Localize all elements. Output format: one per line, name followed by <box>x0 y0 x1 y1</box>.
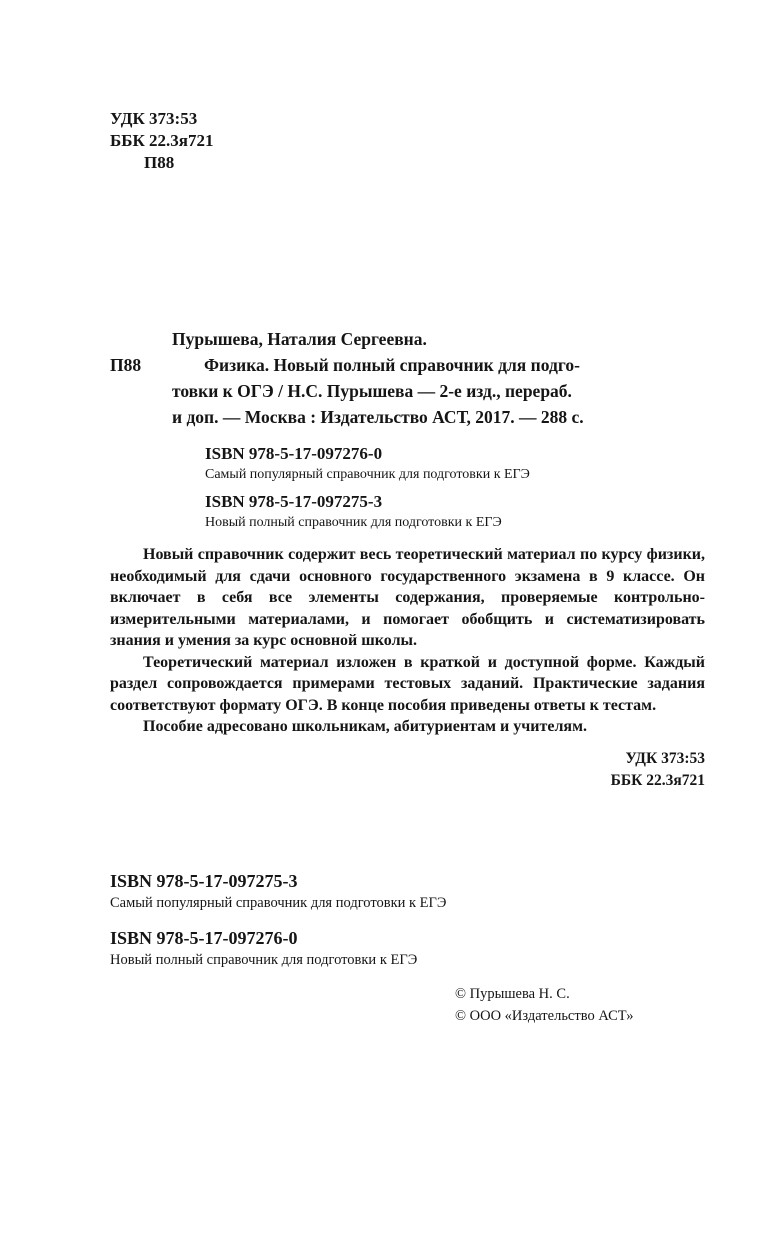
bottom-isbn-block <box>110 868 705 969</box>
bottom-isbn-1: ISBN 978-5-17-097275-3 <box>110 870 298 891</box>
bottom-isbn-2: ISBN 978-5-17-097276-0 <box>110 927 298 948</box>
annotation-paragraph-3: Пособие адресовано школьникам, абитуриентам и учителям. <box>143 718 587 735</box>
copyright-author: © Пурышева Н. С. <box>455 985 570 1002</box>
bbk-code-right: ББК 22.3я721 <box>610 771 705 789</box>
isbn-2: ISBN 978-5-17-097275-3 <box>205 492 383 511</box>
classification-right-block <box>110 748 705 792</box>
annotation-block <box>110 544 705 738</box>
entry-line-2: товки к ОГЭ / Н.С. Пурышева — 2-е изд., перераб. <box>172 381 572 401</box>
udk-code-right: УДК 373:53 <box>625 749 705 767</box>
author-sign-top: П88 <box>144 153 175 172</box>
udk-code-top: УДК 373:53 <box>110 109 198 128</box>
annotation-paragraph-2: Теоретический материал изложен в краткой и доступной форме. Каждый раздел сопровождается примерами тестовых заданий. Практические задания соответствуют формату ОГЭ. В конце пособия приведены ответы к тестам. <box>110 653 705 714</box>
bottom-isbn-pair-1 <box>110 868 705 912</box>
entry-line-3: и доп. — Москва : Издательство АСТ, 2017. — 288 с. <box>172 407 584 427</box>
entry-author-sign: П88 <box>110 355 142 375</box>
author-heading: Пурышева, Наталия Сергеевна. <box>172 329 427 349</box>
isbn-1: ISBN 978-5-17-097276-0 <box>205 444 383 463</box>
isbn-2-note: Новый полный справочник для подготовки к ЕГЭ <box>205 515 502 530</box>
entry-line-1: Физика. Новый полный справочник для подго- <box>204 355 580 375</box>
annotation-paragraph-1: Новый справочник содержит весь теоретический материал по курсу физики, необходимый для сдачи основного государственного экзамена в 9 классе. Он включает в себя все элементы содержания, проверяемые контрольно-измерительными материалами, и помогает обобщить и систематизировать знания и умения за курс основной школы. <box>110 546 705 649</box>
classification-top-block <box>110 108 705 174</box>
bottom-isbn-2-note: Новый полный справочник для подготовки к ЕГЭ <box>110 951 418 968</box>
copyright-block <box>455 983 705 1027</box>
bottom-isbn-1-note: Самый популярный справочник для подготовки к ЕГЭ <box>110 894 447 911</box>
isbn-block <box>205 442 705 532</box>
bbk-code-top: ББК 22.3я721 <box>110 131 214 150</box>
bottom-isbn-pair-2 <box>110 925 705 969</box>
bibliographic-entry <box>110 352 705 430</box>
copyright-publisher: © ООО «Издательство АСТ» <box>455 1007 634 1024</box>
isbn-1-note: Самый популярный справочник для подготовки к ЕГЭ <box>205 467 530 482</box>
